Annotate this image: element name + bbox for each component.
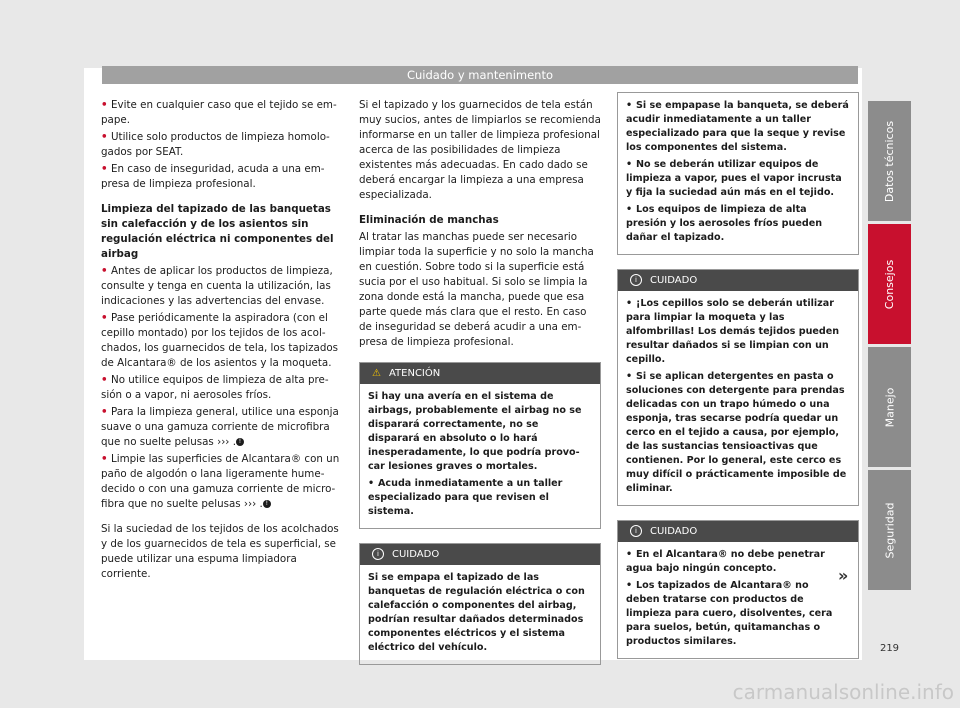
column-1 <box>101 98 343 588</box>
info-circle-icon: i <box>630 274 642 286</box>
caution-box-body <box>618 291 858 505</box>
list-item: • Si se aplican detergentes en pasta o soluciones con detergente para prendas delicadas con un trapo húmedo o una esponja, tras secarse podría quedar un cerco en el tejido a causa, por ejemplo, de las sustancias tensioactivas que contienen. Por lo general, este cerco es muy difícil o prácticamente imposible de eliminar. <box>626 371 847 494</box>
info-circle-icon: i <box>630 525 642 537</box>
bullet-icon: • <box>101 374 108 386</box>
list-item: • Limpie las superficies de Alcantara® con un paño de algodón o lana ligeramente humedecido o con una gamuza corriente de microfibra que no suelte pelusas ››› . ! <box>101 453 340 510</box>
list-item: • ¡Los cepillos solo se deberán utilizar para limpiar la moqueta y las alfombrillas! Los demás tejidos pueden resultar dañados si se limpian con un cepillo. <box>626 298 840 365</box>
bullet-icon: • <box>626 371 633 382</box>
tab-consejos[interactable]: Consejos <box>868 224 911 344</box>
bullet-icon: • <box>101 163 108 175</box>
caution-box-header: i CUIDADO <box>618 270 858 291</box>
column-3 <box>617 92 859 659</box>
column-2 <box>359 98 601 665</box>
info-circle-icon: i <box>372 548 384 560</box>
bullet-icon: • <box>101 265 108 277</box>
list-item: • Acuda inmediatamente a un taller especializado para que revisen el sistema. <box>368 478 563 517</box>
caution-box <box>617 520 859 659</box>
bullet-icon: • <box>626 100 633 111</box>
bullet-icon: • <box>101 131 108 143</box>
list-item: • En caso de inseguridad, acuda a una empresa de limpieza profesional. <box>101 163 325 190</box>
bullet-icon: • <box>626 204 633 215</box>
bullet-icon: • <box>101 453 108 465</box>
continued-caution-box <box>617 92 859 255</box>
warning-box-header: ⚠ ATENCIÓN <box>360 363 600 384</box>
bullet-icon: • <box>368 478 375 489</box>
bullet-icon: • <box>626 580 633 591</box>
warning-reference-icon: ! <box>263 500 271 508</box>
bullet-icon: • <box>101 99 108 111</box>
bullet-icon: • <box>626 298 633 309</box>
body-paragraph: Si la suciedad de los tejidos de los acolchados y de los guarnecidos de tela es superficial, se puede utilizar una espuma limpiadora corriente. <box>101 523 339 580</box>
warning-box-body <box>360 384 600 528</box>
list-item: • No utilice equipos de limpieza de alta presión o a vapor, ni aerosoles fríos. <box>101 374 329 401</box>
bullet-icon: • <box>626 159 633 170</box>
page-number: 219 <box>879 643 900 654</box>
list-item: • Pase periódicamente la aspiradora (con el cepillo montado) por los tejidos de los acolchados, los guarnecidos de tela, los tapizados de Alcantara® de los asientos y la moqueta. <box>101 312 339 369</box>
watermark: carmanualsonline.info <box>732 680 954 704</box>
subheading: Eliminación de manchas <box>359 214 499 226</box>
caution-box-header: i CUIDADO <box>618 521 858 542</box>
list-item: • Utilice solo productos de limpieza homologados por SEAT. <box>101 131 330 158</box>
list-item: • Si se empapase la banqueta, se deberá acudir inmediatamente a un taller especializado para que la seque y revise los componentes del sistema. <box>626 100 849 153</box>
list-item: • Antes de aplicar los productos de limpieza, consulte y tenga en cuenta la utilización, las indicaciones y las advertencias del envase. <box>101 265 333 307</box>
section-header: Cuidado y mantenimento <box>102 66 858 84</box>
list-item: • Para la limpieza general, utilice una esponja suave o una gamuza corriente de microfibra que no suelte pelusas ››› . ! <box>101 406 339 448</box>
body-paragraph: Al tratar las manchas puede ser necesario limpiar toda la superficie y no solo la mancha en cuestión. Sobre todo si la superficie está sucia por el uso habitual. Si solo se limpia la zona donde está la mancha, puede que esa parte quede más clara que el resto. En caso de inseguridad se deberá acudir a una empresa de limpieza profesional. <box>359 231 594 348</box>
caution-box-body <box>618 542 858 658</box>
warning-triangle-icon: ⚠ <box>372 368 381 379</box>
caution-box <box>359 543 601 665</box>
bullet-icon: • <box>626 549 633 560</box>
bullet-icon: • <box>101 312 108 324</box>
tab-seguridad[interactable]: Seguridad <box>868 470 911 590</box>
list-item: • Los tapizados de Alcantara® no deben tratarse con productos de limpieza para cuero, disolventes, cera para suelos, betún, quitamanchas o productos similares. <box>626 580 833 647</box>
caution-text: Si se empapa el tapizado de las banquetas de regulación eléctrica o con calefacción o componentes del airbag, podrían resultar dañados determinados componentes eléctricos y el sistema eléctrico del vehículo. <box>368 572 585 653</box>
continued-caution-body <box>618 93 858 254</box>
list-item: • En el Alcantara® no debe penetrar agua bajo ningún concepto. <box>626 549 825 574</box>
caution-box-header: i CUIDADO <box>360 544 600 565</box>
continued-arrow-icon: » <box>838 566 849 585</box>
tab-manejo[interactable]: Manejo <box>868 347 911 467</box>
warning-box <box>359 362 601 529</box>
caution-box-body <box>360 565 600 664</box>
bullet-icon: • <box>101 406 108 418</box>
list-item: • Los equipos de limpieza de alta presión y los aerosoles fríos pueden dañar el tapizado. <box>626 204 823 243</box>
body-paragraph: Si el tapizado y los guarnecidos de tela están muy sucios, antes de limpiarlos se recomienda informarse en un taller de limpieza profesional acerca de las posibilidades de limpieza existentes más adecuadas. En cado dado se deberá encargar la limpieza a una empresa especializada. <box>359 99 601 201</box>
list-item: • No se deberán utilizar equipos de limpieza a vapor, pues el vapor incrusta y fija la suciedad aún más en el tejido. <box>626 159 842 198</box>
warning-reference-icon: ! <box>236 438 244 446</box>
subheading: Limpieza del tapizado de las banquetas sin calefacción y de los asientos sin regulación eléctrica ni componentes del airbag <box>101 203 334 260</box>
caution-box <box>617 269 859 506</box>
warning-text: Si hay una avería en el sistema de airbags, probablemente el airbag no se disparará correctamente, no se disparará en absoluto o lo hará inesperadamente, lo que podría provocar lesiones graves o mortales. <box>368 391 582 472</box>
list-item: • Evite en cualquier caso que el tejido se empape. <box>101 99 337 126</box>
tab-datos-tecnicos[interactable]: Datos técnicos <box>868 101 911 221</box>
